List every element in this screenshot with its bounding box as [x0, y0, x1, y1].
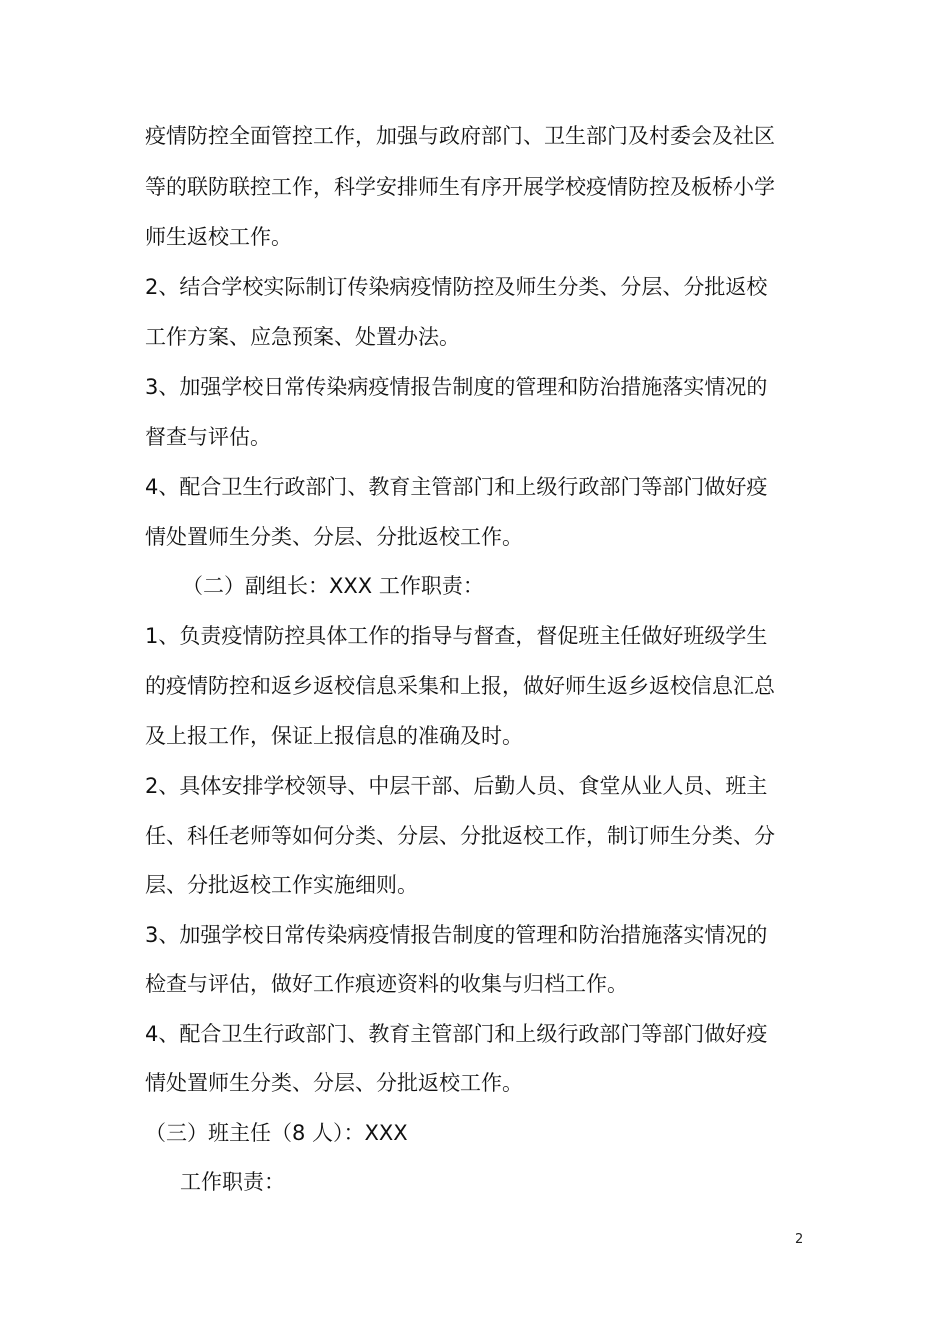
text-line: 的疫情防控和返乡返校信息采集和上报，做好师生返乡返校信息汇总: [145, 674, 775, 698]
text-line: 师生返校工作。: [145, 225, 292, 249]
text-line: 1、负责疫情防控具体工作的指导与督查，督促班主任做好班级学生: [145, 624, 768, 648]
text-line: 3、加强学校日常传染病疫情报告制度的管理和防治措施落实情况的: [145, 375, 768, 399]
page-number: 2: [795, 1232, 804, 1247]
text-line: 及上报工作，保证上报信息的准确及时。: [145, 724, 523, 748]
text-line: 督查与评估。: [145, 425, 271, 449]
text-line: 2、具体安排学校领导、中层干部、后勤人员、食堂从业人员、班主: [145, 774, 768, 798]
text-line: 工作方案、应急预案、处置办法。: [145, 325, 460, 349]
text-line: 情处置师生分类、分层、分批返校工作。: [145, 525, 523, 549]
text-line: 疫情防控全面管控工作，加强与政府部门、卫生部门及村委会及社区: [145, 124, 775, 148]
text-line: 4、配合卫生行政部门、教育主管部门和上级行政部门等部门做好疫: [145, 475, 768, 499]
text-line: 工作职责：: [180, 1170, 285, 1194]
text-line: 检查与评估，做好工作痕迹资料的收集与归档工作。: [145, 972, 628, 996]
text-line: 情处置师生分类、分层、分批返校工作。: [145, 1071, 523, 1095]
section-heading: （二）副组长：XXX 工作职责：: [182, 574, 484, 598]
text-line: 2、结合学校实际制订传染病疫情防控及师生分类、分层、分批返校: [145, 275, 768, 299]
section-heading: （三）班主任（8 人）：XXX: [145, 1121, 408, 1145]
text-line: 4、配合卫生行政部门、教育主管部门和上级行政部门等部门做好疫: [145, 1022, 768, 1046]
text-line: 等的联防联控工作，科学安排师生有序开展学校疫情防控及板桥小学: [145, 175, 775, 199]
text-line: 3、加强学校日常传染病疫情报告制度的管理和防治措施落实情况的: [145, 923, 768, 947]
text-line: 任、科任老师等如何分类、分层、分批返校工作，制订师生分类、分: [145, 824, 775, 848]
text-line: 层、分批返校工作实施细则。: [145, 873, 418, 897]
